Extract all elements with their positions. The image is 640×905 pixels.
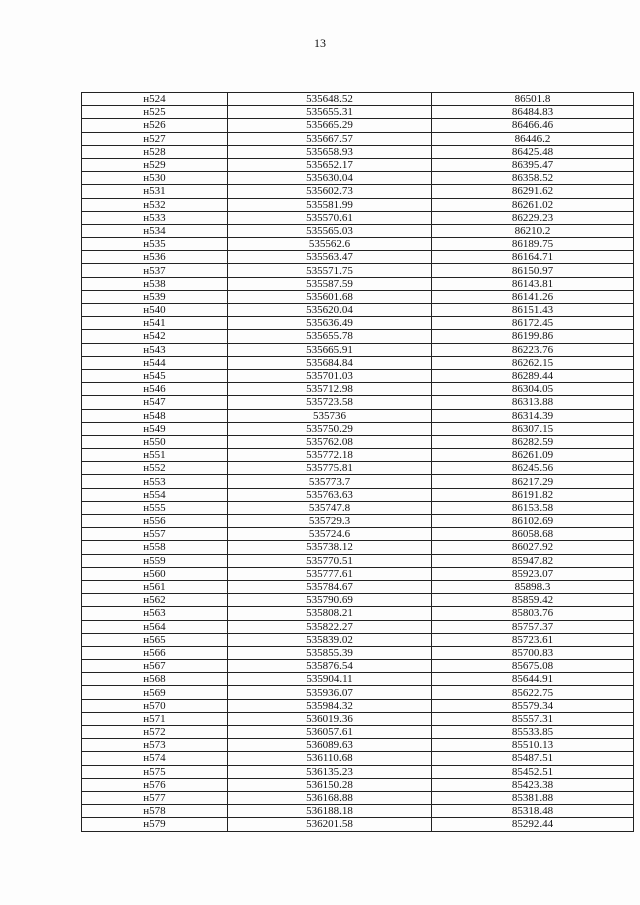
x-coordinate-cell: 535723.58 [228, 396, 432, 409]
point-id-cell: н544 [82, 356, 228, 369]
x-coordinate-cell: 536135.23 [228, 765, 432, 778]
table-row [82, 369, 634, 382]
x-coordinate-cell: 535601.68 [228, 290, 432, 303]
y-coordinate-cell: 86189.75 [432, 238, 634, 251]
point-id-cell: н526 [82, 119, 228, 132]
table-row [82, 646, 634, 659]
point-id-cell: н525 [82, 106, 228, 119]
table-row [82, 620, 634, 633]
x-coordinate-cell: 535665.91 [228, 343, 432, 356]
y-coordinate-cell: 85452.51 [432, 765, 634, 778]
point-id-cell: н574 [82, 752, 228, 765]
table-row [82, 554, 634, 567]
y-coordinate-cell: 86282.59 [432, 435, 634, 448]
y-coordinate-cell: 85579.34 [432, 699, 634, 712]
y-coordinate-cell: 85510.13 [432, 739, 634, 752]
table-row [82, 580, 634, 593]
table-row [82, 805, 634, 818]
point-id-cell: н559 [82, 554, 228, 567]
x-coordinate-cell: 535762.08 [228, 435, 432, 448]
y-coordinate-cell: 85898.3 [432, 580, 634, 593]
y-coordinate-cell: 85859.42 [432, 594, 634, 607]
x-coordinate-cell: 536188.18 [228, 805, 432, 818]
point-id-cell: н537 [82, 264, 228, 277]
x-coordinate-cell: 535984.32 [228, 699, 432, 712]
point-id-cell: н573 [82, 739, 228, 752]
x-coordinate-cell: 535855.39 [228, 646, 432, 659]
point-id-cell: н558 [82, 541, 228, 554]
y-coordinate-cell: 86291.62 [432, 185, 634, 198]
x-coordinate-cell: 535563.47 [228, 251, 432, 264]
x-coordinate-cell: 535570.61 [228, 211, 432, 224]
x-coordinate-cell: 535724.6 [228, 528, 432, 541]
table-row [82, 818, 634, 831]
y-coordinate-cell: 86172.45 [432, 317, 634, 330]
x-coordinate-cell: 535876.54 [228, 660, 432, 673]
y-coordinate-cell: 85923.07 [432, 567, 634, 580]
point-id-cell: н536 [82, 251, 228, 264]
point-id-cell: н563 [82, 607, 228, 620]
x-coordinate-cell: 535620.04 [228, 304, 432, 317]
x-coordinate-cell: 535736 [228, 409, 432, 422]
table-row [82, 330, 634, 343]
table-row [82, 462, 634, 475]
table-row [82, 422, 634, 435]
y-coordinate-cell: 86314.39 [432, 409, 634, 422]
x-coordinate-cell: 535565.03 [228, 224, 432, 237]
point-id-cell: н575 [82, 765, 228, 778]
x-coordinate-cell: 535738.12 [228, 541, 432, 554]
table-row [82, 686, 634, 699]
table-row [82, 712, 634, 725]
point-id-cell: н542 [82, 330, 228, 343]
x-coordinate-cell: 535701.03 [228, 369, 432, 382]
point-id-cell: н564 [82, 620, 228, 633]
y-coordinate-cell: 86151.43 [432, 304, 634, 317]
y-coordinate-cell: 85423.38 [432, 778, 634, 791]
x-coordinate-cell: 535936.07 [228, 686, 432, 699]
table-row [82, 119, 634, 132]
table-row [82, 765, 634, 778]
y-coordinate-cell: 85533.85 [432, 726, 634, 739]
y-coordinate-cell: 85644.91 [432, 673, 634, 686]
coordinates-table [81, 92, 634, 832]
point-id-cell: н570 [82, 699, 228, 712]
x-coordinate-cell: 535822.27 [228, 620, 432, 633]
y-coordinate-cell: 85557.31 [432, 712, 634, 725]
y-coordinate-cell: 86261.02 [432, 198, 634, 211]
point-id-cell: н561 [82, 580, 228, 593]
table-row [82, 660, 634, 673]
table-row [82, 528, 634, 541]
y-coordinate-cell: 86262.15 [432, 356, 634, 369]
point-id-cell: н555 [82, 501, 228, 514]
table-row [82, 132, 634, 145]
x-coordinate-cell: 536057.61 [228, 726, 432, 739]
y-coordinate-cell: 85292.44 [432, 818, 634, 831]
x-coordinate-cell: 536089.63 [228, 739, 432, 752]
y-coordinate-cell: 86229.23 [432, 211, 634, 224]
table-row [82, 752, 634, 765]
x-coordinate-cell: 535630.04 [228, 172, 432, 185]
point-id-cell: н531 [82, 185, 228, 198]
x-coordinate-cell: 535602.73 [228, 185, 432, 198]
table-row [82, 251, 634, 264]
point-id-cell: н562 [82, 594, 228, 607]
y-coordinate-cell: 85622.75 [432, 686, 634, 699]
table-row [82, 567, 634, 580]
x-coordinate-cell: 535775.81 [228, 462, 432, 475]
y-coordinate-cell: 85318.48 [432, 805, 634, 818]
point-id-cell: н529 [82, 158, 228, 171]
x-coordinate-cell: 535652.17 [228, 158, 432, 171]
y-coordinate-cell: 86141.26 [432, 290, 634, 303]
table-row [82, 290, 634, 303]
table-row [82, 488, 634, 501]
point-id-cell: н540 [82, 304, 228, 317]
table-row [82, 198, 634, 211]
x-coordinate-cell: 535839.02 [228, 633, 432, 646]
y-coordinate-cell: 85675.08 [432, 660, 634, 673]
point-id-cell: н557 [82, 528, 228, 541]
point-id-cell: н577 [82, 791, 228, 804]
y-coordinate-cell: 85803.76 [432, 607, 634, 620]
x-coordinate-cell: 535772.18 [228, 449, 432, 462]
table-row [82, 726, 634, 739]
x-coordinate-cell: 535712.98 [228, 383, 432, 396]
table-row [82, 343, 634, 356]
table-row [82, 277, 634, 290]
point-id-cell: н541 [82, 317, 228, 330]
coordinates-table-body [82, 93, 634, 832]
table-row [82, 435, 634, 448]
table-row [82, 778, 634, 791]
point-id-cell: н579 [82, 818, 228, 831]
table-row [82, 449, 634, 462]
table-row [82, 541, 634, 554]
point-id-cell: н556 [82, 515, 228, 528]
x-coordinate-cell: 535581.99 [228, 198, 432, 211]
y-coordinate-cell: 86210.2 [432, 224, 634, 237]
y-coordinate-cell: 86289.44 [432, 369, 634, 382]
x-coordinate-cell: 535587.59 [228, 277, 432, 290]
table-row [82, 106, 634, 119]
y-coordinate-cell: 85487.51 [432, 752, 634, 765]
point-id-cell: н565 [82, 633, 228, 646]
table-row [82, 409, 634, 422]
point-id-cell: н532 [82, 198, 228, 211]
table-row [82, 145, 634, 158]
y-coordinate-cell: 86027.92 [432, 541, 634, 554]
x-coordinate-cell: 535750.29 [228, 422, 432, 435]
point-id-cell: н538 [82, 277, 228, 290]
x-coordinate-cell: 536019.36 [228, 712, 432, 725]
y-coordinate-cell: 86313.88 [432, 396, 634, 409]
y-coordinate-cell: 85700.83 [432, 646, 634, 659]
y-coordinate-cell: 86191.82 [432, 488, 634, 501]
point-id-cell: н553 [82, 475, 228, 488]
y-coordinate-cell: 86466.46 [432, 119, 634, 132]
x-coordinate-cell: 535770.51 [228, 554, 432, 567]
table-row [82, 172, 634, 185]
x-coordinate-cell: 535729.3 [228, 515, 432, 528]
point-id-cell: н539 [82, 290, 228, 303]
x-coordinate-cell: 535777.61 [228, 567, 432, 580]
x-coordinate-cell: 535747.8 [228, 501, 432, 514]
y-coordinate-cell: 86164.71 [432, 251, 634, 264]
x-coordinate-cell: 536150.28 [228, 778, 432, 791]
x-coordinate-cell: 535808.21 [228, 607, 432, 620]
point-id-cell: н552 [82, 462, 228, 475]
x-coordinate-cell: 535904.11 [228, 673, 432, 686]
point-id-cell: н578 [82, 805, 228, 818]
x-coordinate-cell: 535763.63 [228, 488, 432, 501]
point-id-cell: н527 [82, 132, 228, 145]
table-row [82, 317, 634, 330]
table-row [82, 673, 634, 686]
y-coordinate-cell: 86245.56 [432, 462, 634, 475]
x-coordinate-cell: 536110.68 [228, 752, 432, 765]
point-id-cell: н572 [82, 726, 228, 739]
y-coordinate-cell: 86150.97 [432, 264, 634, 277]
y-coordinate-cell: 86143.81 [432, 277, 634, 290]
x-coordinate-cell: 535655.78 [228, 330, 432, 343]
x-coordinate-cell: 535636.49 [228, 317, 432, 330]
table-row [82, 304, 634, 317]
x-coordinate-cell: 535648.52 [228, 93, 432, 106]
y-coordinate-cell: 86223.76 [432, 343, 634, 356]
table-row [82, 396, 634, 409]
y-coordinate-cell: 85947.82 [432, 554, 634, 567]
table-row [82, 238, 634, 251]
y-coordinate-cell: 86217.29 [432, 475, 634, 488]
table-row [82, 224, 634, 237]
point-id-cell: н571 [82, 712, 228, 725]
y-coordinate-cell: 86199.86 [432, 330, 634, 343]
table-row [82, 607, 634, 620]
point-id-cell: н547 [82, 396, 228, 409]
point-id-cell: н548 [82, 409, 228, 422]
point-id-cell: н533 [82, 211, 228, 224]
table-row [82, 356, 634, 369]
point-id-cell: н554 [82, 488, 228, 501]
y-coordinate-cell: 86501.8 [432, 93, 634, 106]
x-coordinate-cell: 535658.93 [228, 145, 432, 158]
point-id-cell: н551 [82, 449, 228, 462]
point-id-cell: н546 [82, 383, 228, 396]
y-coordinate-cell: 86307.15 [432, 422, 634, 435]
table-row [82, 594, 634, 607]
point-id-cell: н568 [82, 673, 228, 686]
x-coordinate-cell: 536168.88 [228, 791, 432, 804]
table-row [82, 158, 634, 171]
point-id-cell: н549 [82, 422, 228, 435]
y-coordinate-cell: 86484.83 [432, 106, 634, 119]
x-coordinate-cell: 536201.58 [228, 818, 432, 831]
table-row [82, 739, 634, 752]
x-coordinate-cell: 535773.7 [228, 475, 432, 488]
table-row [82, 185, 634, 198]
table-row [82, 501, 634, 514]
y-coordinate-cell: 85757.37 [432, 620, 634, 633]
table-row [82, 383, 634, 396]
y-coordinate-cell: 86261.09 [432, 449, 634, 462]
point-id-cell: н567 [82, 660, 228, 673]
table-row [82, 791, 634, 804]
table-row [82, 515, 634, 528]
point-id-cell: н543 [82, 343, 228, 356]
point-id-cell: н566 [82, 646, 228, 659]
point-id-cell: н545 [82, 369, 228, 382]
point-id-cell: н534 [82, 224, 228, 237]
x-coordinate-cell: 535667.57 [228, 132, 432, 145]
y-coordinate-cell: 86425.48 [432, 145, 634, 158]
point-id-cell: н528 [82, 145, 228, 158]
x-coordinate-cell: 535562.6 [228, 238, 432, 251]
y-coordinate-cell: 86358.52 [432, 172, 634, 185]
y-coordinate-cell: 86153.58 [432, 501, 634, 514]
table-row [82, 475, 634, 488]
y-coordinate-cell: 86446.2 [432, 132, 634, 145]
point-id-cell: н524 [82, 93, 228, 106]
x-coordinate-cell: 535655.31 [228, 106, 432, 119]
page-number: 13 [314, 36, 326, 50]
table-row [82, 211, 634, 224]
point-id-cell: н535 [82, 238, 228, 251]
x-coordinate-cell: 535571.75 [228, 264, 432, 277]
x-coordinate-cell: 535790.69 [228, 594, 432, 607]
point-id-cell: н576 [82, 778, 228, 791]
table-row [82, 93, 634, 106]
y-coordinate-cell: 86102.69 [432, 515, 634, 528]
y-coordinate-cell: 86304.05 [432, 383, 634, 396]
point-id-cell: н530 [82, 172, 228, 185]
table-row [82, 699, 634, 712]
y-coordinate-cell: 86395.47 [432, 158, 634, 171]
x-coordinate-cell: 535684.84 [228, 356, 432, 369]
y-coordinate-cell: 85381.88 [432, 791, 634, 804]
y-coordinate-cell: 85723.61 [432, 633, 634, 646]
point-id-cell: н560 [82, 567, 228, 580]
y-coordinate-cell: 86058.68 [432, 528, 634, 541]
x-coordinate-cell: 535665.29 [228, 119, 432, 132]
point-id-cell: н550 [82, 435, 228, 448]
table-row [82, 264, 634, 277]
x-coordinate-cell: 535784.67 [228, 580, 432, 593]
point-id-cell: н569 [82, 686, 228, 699]
table-row [82, 633, 634, 646]
